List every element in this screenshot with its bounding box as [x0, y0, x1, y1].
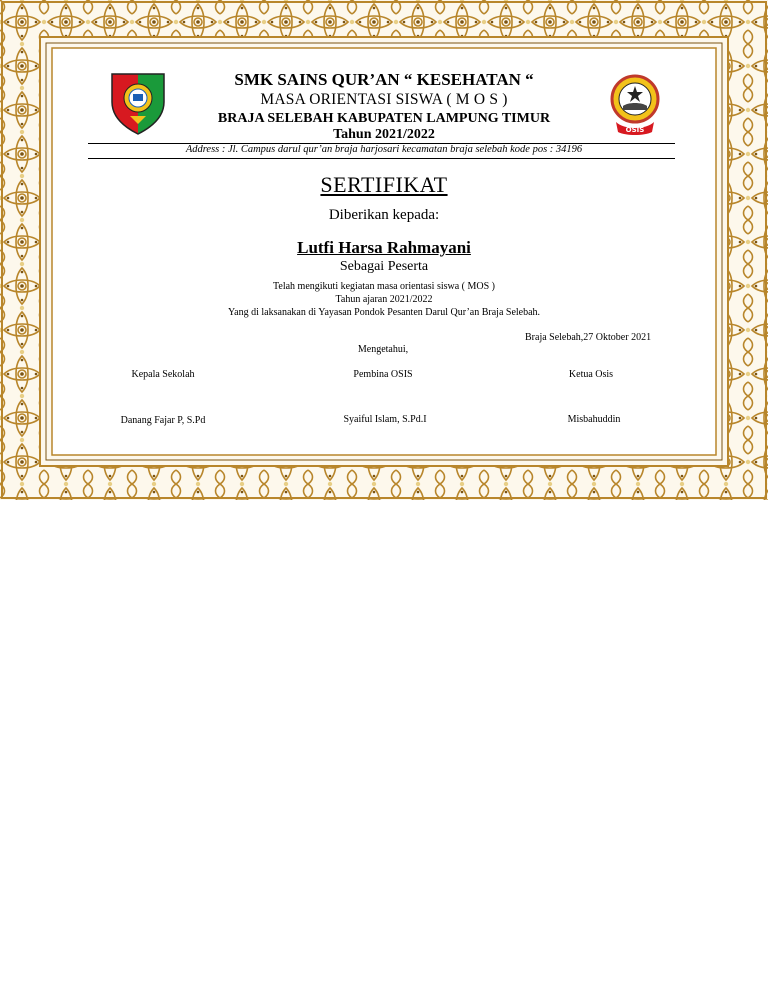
body-line-3: Yang di laksanakan di Yayasan Pondok Pesanten Darul Qur’an Braja Selebah.: [227, 307, 541, 318]
school-shield-logo: [110, 72, 166, 136]
certificate-page: [0, 0, 768, 500]
signatory-name-advisor: Syaiful Islam, S.Pd.I: [343, 414, 427, 425]
header-divider-bottom: [88, 158, 675, 159]
school-location: BRAJA SELEBAH KABUPATEN LAMPUNG TIMUR: [217, 111, 551, 126]
signatory-position-advisor: Pembina OSIS: [353, 369, 413, 380]
recipient-name: Lutfi Harsa Rahmayani: [297, 238, 471, 257]
acknowledged-label: Mengetahui,: [357, 344, 409, 355]
given-to-label: Diberikan kepada:: [328, 207, 440, 223]
body-line-1: Telah mengikuti kegiatan masa orientasi siswa ( MOS ): [272, 281, 496, 292]
place-date: Braja Selebah,27 Oktober 2021: [525, 332, 652, 343]
school-address: Address : Jl. Campus darul qur’an braja harjosari kecamatan braja selebah kode pos : 34196: [185, 144, 583, 155]
recipient-role: Sebagai Peserta: [339, 259, 429, 274]
signatory-name-chair: Misbahuddin: [567, 414, 621, 425]
school-name: SMK SAINS QUR’AN “ KESEHATAN “: [234, 70, 534, 89]
event-name: MASA ORIENTASI SISWA ( M O S ): [260, 91, 508, 108]
signatory-position-chair: Ketua Osis: [568, 369, 614, 380]
osis-label: OSIS: [625, 126, 645, 134]
body-line-2: Tahun ajaran 2021/2022: [335, 294, 433, 305]
certificate-content: [56, 51, 712, 452]
certificate-title: SERTIFIKAT: [320, 172, 448, 197]
signatory-position-principal: Kepala Sekolah: [131, 369, 195, 380]
osis-emblem-logo: [610, 72, 660, 138]
academic-year: Tahun 2021/2022: [333, 127, 435, 142]
signatory-name-principal: Danang Fajar P, S.Pd: [120, 415, 206, 426]
